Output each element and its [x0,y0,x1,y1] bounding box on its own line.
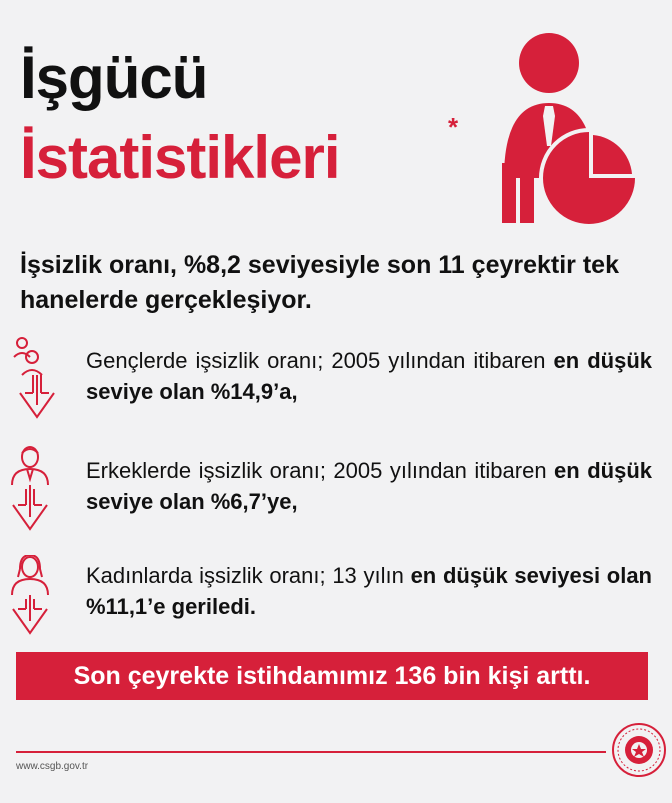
list-item-women [0,555,672,655]
item-text [86,455,652,517]
page-title-line2: İstatistikleri [20,124,340,191]
page-title-line1: İşgücü [20,44,208,111]
footer-divider [16,751,606,753]
headline-text: İşsizlik oranı, %8,2 seviyesiyle son 11 çeyrektir tek hanelerde gerçekleşiyor. [20,251,619,314]
businessman-pie-chart-icon [494,18,644,230]
item-text-bold: en düşük seviye olan %6,7’ye, [86,458,652,514]
ministry-seal-icon [611,722,667,778]
item-text-normal: Gençlerde işsizlik oranı; 2005 yılından itibaren [86,348,554,373]
list-item-men [0,445,672,545]
item-text [86,345,652,407]
item-text-normal: Kadınlarda işsizlik oranı; 13 yılın [86,563,411,588]
list-item-youth [0,335,672,435]
item-text-normal: Erkeklerde işsizlik oranı; 2005 yılından itibaren [86,458,555,483]
man-down-arrow-icon [8,445,70,545]
item-text-bold: en düşük seviyesi olan %11,1’e geriledi. [86,563,652,619]
woman-down-arrow-icon [8,555,70,655]
youth-group-down-arrow-icon [8,335,70,435]
footnote-asterisk: * [448,112,459,142]
footer-url: www.csgb.gov.tr [16,761,89,772]
item-text-bold: en düşük seviye olan %14,9’a, [86,348,653,404]
summary-banner: Son çeyrekte istihdamımız 136 bin kişi arttı. [16,652,648,700]
item-text [86,560,652,622]
